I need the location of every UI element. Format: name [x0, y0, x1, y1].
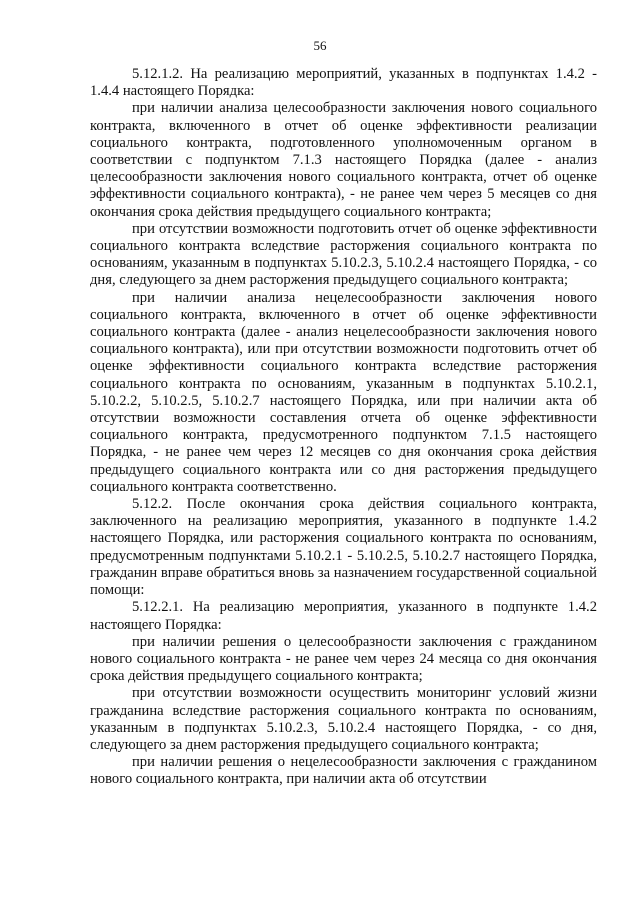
paragraph-no-report-possible: при отсутствии возможности подготовить отчет об оценке эффективности социального контракта вследствие расторжения социального контракта по основаниям, указанным в подпунктах 5.10.2.3, 5.10.2.4 настоящего Порядка, - со дня, следующего за днем расторжения предыдущего социального контракта;	[90, 220, 597, 289]
paragraph-infeasibility-decision: при наличии решения о нецелесообразности заключения с гражданином нового социального контракта, при наличии акта об отсутствии	[90, 754, 597, 788]
paragraph-feasibility-analysis: при наличии анализа целесообразности заключения нового социального контракта, включенного в отчет об оценке эффективности реализации социального контракта, подготовленного уполномоченным органом в соответствии с подпунктом 7.1.3 настоящего Порядка (далее - анализ целесообразности заключения нового социального контракта, отчет об оценке эффективности социального контракта), - не ранее чем через 5 месяцев со дня окончания срока действия предыдущего социального контракта;	[90, 100, 597, 220]
document-body	[90, 66, 597, 789]
paragraph-5-12-2-1: 5.12.2.1. На реализацию мероприятия, указанного в подпункте 1.4.2 настоящего Порядка:	[90, 599, 597, 633]
paragraph-feasibility-decision: при наличии решения о целесообразности заключения с гражданином нового социального контракта - не ранее чем через 24 месяца со дня окончания срока действия предыдущего социального контракта;	[90, 633, 597, 685]
page-number: 56	[313, 38, 327, 53]
paragraph-infeasibility-analysis: при наличии анализа нецелесообразности заключения нового социального контракта, включенного в отчет об оценке эффективности социального контракта (далее - анализ нецелесообразности заключения нового социального контракта), или при отсутствии возможности подготовить отчет об оценке эффективности социального контракта вследствие расторжения социального контракта по основаниям, указанным в подпунктах 5.10.2.1, 5.10.2.2, 5.10.2.5, 5.10.2.7 настоящего Порядка, или при наличии акта об отсутствии возможности составления отчета об оценке эффективности социального контракта, предусмотренного подпунктом 7.1.5 настоящего Порядка, - не ранее чем через 12 месяцев со дня окончания срока действия предыдущего социального контракта или со дня расторжения предыдущего социального контракта соответственно.	[90, 289, 597, 495]
paragraph-no-monitoring-possible: при отсутствии возможности осуществить мониторинг условий жизни гражданина вследствие расторжения социального контракта по основаниям, указанным в подпунктах 5.10.2.3, 5.10.2.4 настоящего Порядка, - со дня, следующего за днем расторжения предыдущего социального контракта;	[90, 685, 597, 753]
paragraph-5-12-2: 5.12.2. После окончания срока действия социального контракта, заключенного на реализацию мероприятия, указанного в подпункте 1.4.2 настоящего Порядка, или расторжения социального контракта по основаниям, предусмотренным подпунктами 5.10.2.1 - 5.10.2.5, 5.10.2.7 настоящего Порядка, гражданин вправе обратиться вновь за назначением государственной социальной помощи:	[90, 496, 597, 599]
paragraph-5-12-1-2: 5.12.1.2. На реализацию мероприятий, указанных в подпунктах 1.4.2 - 1.4.4 настоящего Порядка:	[90, 66, 597, 100]
